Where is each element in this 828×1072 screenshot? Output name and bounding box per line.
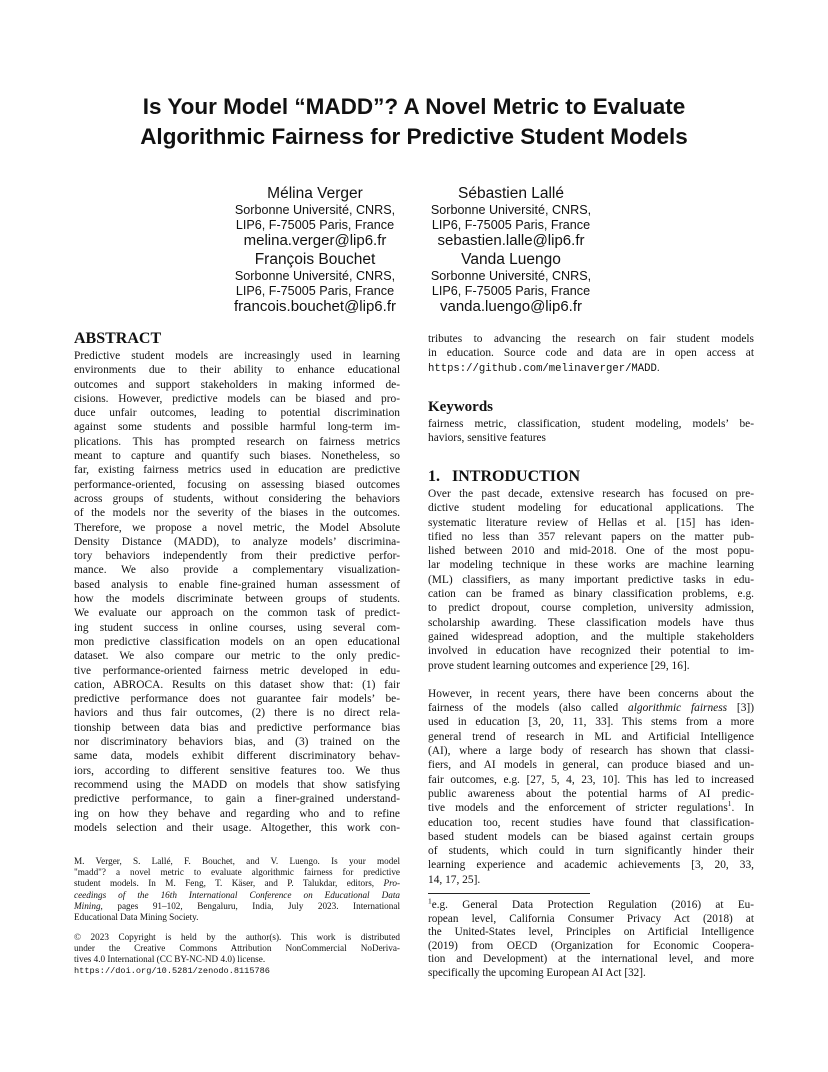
code-url-line: https://github.com/melinaverger/MADD.: [428, 361, 660, 375]
text-line: the United-States level, Principles on Artificial Intelligence: [428, 926, 754, 939]
text-line: haviors and thus fair outcomes, (2) there is no direct rela-: [74, 707, 400, 720]
text-line: tionship between data bias and predictive performance bias: [74, 721, 400, 734]
text-line: Therefore, we propose a novel metric, the Model Absolute: [74, 521, 400, 534]
author-affiliation: LIP6, F-75005 Paris, France: [235, 283, 395, 298]
text-line: duce unfair outcomes, leading to potential discrimination: [74, 407, 400, 420]
text-line: systematic literature review of Hellas et al. [15] has iden-: [428, 516, 754, 529]
text-line: Predictive student models are increasingly used in learning: [74, 350, 400, 362]
author-affiliation: LIP6, F-75005 Paris, France: [235, 217, 395, 232]
text-line: (2019) from OECD (Organization for Economic Coopera-: [428, 939, 754, 952]
text-line: tive performance-oriented fairness metric developed in edu-: [74, 664, 400, 677]
abstract-body: [74, 349, 400, 835]
author-block: [401, 184, 621, 249]
text-line: fiers, and AI models in general, can produce biased and un-: [428, 759, 754, 772]
citation-line: M. Verger, S. Lallé, F. Bouchet, and V. Luengo. Is your model: [74, 856, 400, 866]
text-line: tion and Development) at the international level, and more: [428, 953, 754, 966]
author-block: [401, 250, 621, 315]
text-line: We evaluate our approach on the common task of predict-: [74, 607, 400, 620]
text-line: same data, models exhibit different discriminatory behav-: [74, 750, 400, 763]
text-line: Over the past decade, extensive research has focused on pre-: [428, 488, 754, 500]
text-line: general trend of research in ML and Artificial Intelligence: [428, 730, 754, 743]
copyright-line: under the Creative Commons Attribution NonCommercial NoDeriva-: [74, 943, 400, 954]
text-line: of students, which could in turn significantly hinder their: [428, 845, 754, 858]
keywords-heading: Keywords: [428, 399, 493, 415]
author-name: François Bouchet: [254, 251, 376, 268]
abstract-section: [74, 330, 400, 835]
text-line: tive models and the enforcement of stricter regulations$^1$. In: [428, 799, 754, 815]
text-line: ing on how they behave and regarding who and to refine: [74, 807, 400, 820]
text-line: of the models nor the severity of the biases in the outcomes.: [74, 507, 400, 520]
text-line: learning experience and academic achievements [3, 20, 33,: [428, 859, 754, 872]
text-line: predictive performance, to gain a finer-grained understand-: [74, 793, 400, 806]
citation-line: Mining, pages 91–102, Bengaluru, India, July 2023. International: [74, 900, 400, 911]
title-line: Is Your Model “MADD”? A Novel Metric to Evaluate: [142, 94, 686, 119]
citation-line: ceedings of the 16th International Conference on Educational Data: [74, 889, 400, 900]
footnote: [428, 896, 754, 981]
author-affiliation: Sorbonne Université, CNRS,: [234, 269, 396, 283]
text-line: to predict dropout, course completion, university admission,: [428, 602, 754, 615]
citation-note: [74, 856, 400, 923]
introduction-paragraph-2: [428, 687, 754, 887]
text-line: 14, 17, 25].: [428, 873, 481, 886]
author-affiliation: LIP6, F-75005 Paris, France: [431, 217, 591, 232]
text-line: iors, according to different sensitive features too. We thus: [74, 764, 400, 777]
abstract-heading: ABSTRACT: [74, 330, 162, 347]
text-line: tified no less than 357 relevant papers on the matter pub-: [428, 530, 754, 543]
text-line: far, existing fairness metrics used in education are predictive: [74, 464, 400, 477]
text-line: mon predictive classification models on an open educational: [74, 635, 400, 648]
text-line: ing student success in online courses, using several com-: [74, 621, 400, 634]
text-line: (ML) classifiers, as many important predictive tasks in edu-: [428, 573, 754, 586]
text-line: performance-oriented, focusing on assessing biased outcomes: [74, 478, 400, 491]
text-line: ropean level, California Consumer Privacy Act (2018) at: [428, 912, 754, 925]
author-name: Sébastien Lallé: [458, 185, 564, 202]
right-column: [428, 332, 754, 376]
text-line: lished between 2010 and mid-2018. One of the most popu-: [428, 545, 754, 558]
text-line: haviors, sensitive features: [428, 432, 546, 445]
author-email: melina.verger@lip6.fr: [243, 232, 387, 249]
text-line: nor discriminatory behaviors bias, and (3) trained on the: [74, 736, 400, 749]
citation-line: Educational Data Mining Society.: [74, 912, 199, 923]
text-line: public awareness about the potential harms of AI predic-: [428, 787, 754, 800]
text-line: recommend using the MADD on models that show satisfying: [74, 778, 400, 791]
text-line: how the models discriminate between groups of students.: [74, 593, 400, 606]
code-url-link[interactable]: https://github.com/melinaverger/MADD: [428, 362, 657, 375]
author-email: sebastien.lalle@lip6.fr: [437, 232, 585, 249]
citation-line: student models. In M. Feng, T. Käser, and P. Talukdar, editors, Pro-: [74, 878, 400, 889]
author-name: Mélina Verger: [267, 185, 363, 202]
author-email: vanda.luengo@lip6.fr: [440, 298, 582, 315]
text-line: tributes to advancing the research on fair student models: [428, 333, 754, 345]
text-line: cation, ABROCA. Results on this dataset show that: (1) fair: [74, 678, 400, 691]
footnote-number: 1: [428, 896, 432, 906]
citation-line: "madd"? a novel metric to evaluate algorithmic fairness for predictive: [74, 867, 400, 878]
text-line: against some students and possible harmful long-term im-: [74, 421, 400, 434]
doi-link[interactable]: https://doi.org/10.5281/zenodo.8115786: [74, 965, 270, 976]
keywords-section: [428, 398, 754, 446]
text-line: education too, recent studies have found that classification-: [428, 816, 754, 829]
text-line: specifically the upcoming European AI Act [32].: [428, 966, 646, 979]
author-affiliation: Sorbonne Université, CNRS,: [430, 203, 592, 217]
introduction-section: [428, 468, 754, 887]
introduction-paragraph-1: [428, 487, 754, 673]
text-line: predictive performance does not guarantee fair models’ be-: [74, 693, 400, 706]
author-email: francois.bouchet@lip6.fr: [234, 298, 396, 315]
copyright-note: [74, 932, 400, 977]
text-line: fairness of the models (also called algorithmic fairness [3]): [428, 702, 754, 715]
text-line: based student models can be biased against certain groups: [428, 830, 754, 843]
keywords-body: [428, 417, 754, 446]
text-line: environments due to their ability to enhance educational: [74, 364, 400, 377]
title-line: Algorithmic Fairness for Predictive Student Models: [140, 124, 688, 149]
introduction-heading: 1. INTRODUCTION: [428, 468, 581, 485]
abstract-continuation: [428, 332, 754, 361]
copyright-line: © 2023 Copyright is held by the author(s). This work is distributed: [74, 932, 400, 942]
text-line: cisions. However, predictive models can be biased and pro-: [74, 392, 400, 405]
text-line: prove student learning outcomes and experience [29, 16].: [428, 659, 690, 672]
text-line: Density Distance (MADD), to analyze models’ discrimina-: [74, 535, 400, 548]
text-line: (AI), where a large body of research has shown that classi-: [428, 745, 754, 758]
copyright-line: tives 4.0 International (CC BY-NC-ND 4.0) license.: [74, 954, 266, 965]
text-line: dataset. We also compare our metric to the only predic-: [74, 650, 400, 663]
text-line: scholarship awarding. These classification models have thus: [428, 616, 754, 629]
text-line: across groups of students, without considering the behaviors: [74, 492, 400, 505]
footnote-rule: [428, 893, 590, 894]
author-name: Vanda Luengo: [461, 251, 561, 268]
text-line: fairness metric, classification, student modeling, models’ be-: [428, 418, 754, 430]
author-block: [205, 184, 425, 249]
paper-title: [60, 92, 768, 152]
author-affiliation: LIP6, F-75005 Paris, France: [431, 283, 591, 298]
text-line: used in education [3, 20, 11, 33]. This stems from a more: [428, 716, 754, 729]
text-line: lar modeling technique in these works are machine learning: [428, 559, 754, 572]
text-line: models selection and their usage. Altogether, this work con-: [74, 821, 400, 834]
text-line: plications. This has prompted research on fairness metrics: [74, 435, 400, 448]
text-line: in education. Source code and data are in open access at: [428, 347, 754, 360]
text-line: However, in recent years, there have been concerns about the: [428, 687, 754, 700]
text-line: tory behaviors independently from their predictive perfor-: [74, 550, 400, 563]
text-line: based analysis to enable fine-grained human assessment of: [74, 578, 400, 591]
footnote-line: $^1$e.g. General Data Protection Regulation (2016) at Eu-: [428, 896, 754, 911]
text-line: outcomes and support stakeholders in making informed de-: [74, 378, 400, 391]
text-line: fair outcomes, e.g. [27, 5, 4, 23, 10]. This has led to increased: [428, 773, 754, 786]
text-line: mance. We also provide a complementary visualization-: [74, 564, 400, 577]
footnote-marker[interactable]: 1: [727, 799, 732, 809]
text-line: cation can be framed as binary classification problems, e.g.: [428, 588, 754, 601]
author-affiliation: Sorbonne Université, CNRS,: [234, 203, 396, 217]
author-block: [205, 250, 425, 315]
text-line: meant to capture and quantify such biases. Nonetheless, so: [74, 450, 400, 463]
text-line: involved in education have recognized their potential to im-: [428, 645, 754, 658]
text-line: gained widespread adoption, and the multiple stakeholders: [428, 630, 754, 643]
author-affiliation: Sorbonne Université, CNRS,: [430, 269, 592, 283]
text-line: dictive student modeling for educational applications. The: [428, 502, 754, 515]
